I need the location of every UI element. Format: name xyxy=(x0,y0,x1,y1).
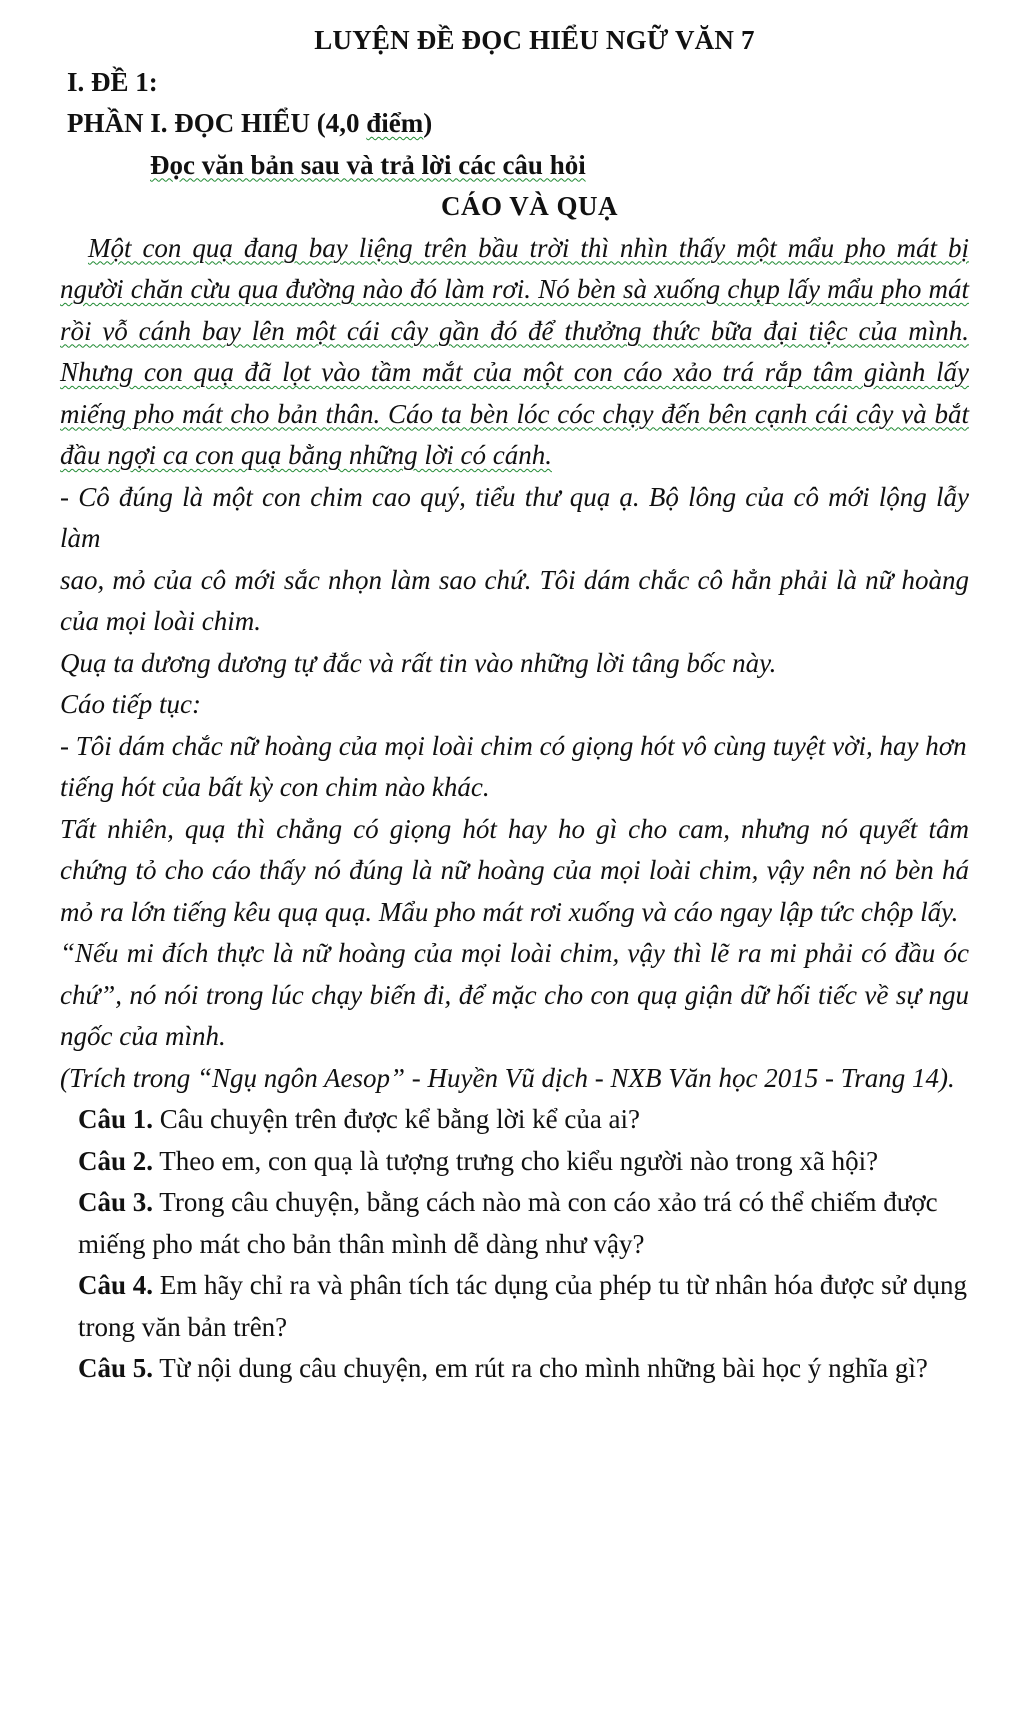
question-list xyxy=(60,1099,969,1390)
story-dialogue-8: “Nếu mi đích thực là nữ hoàng của mọi loài chim, vậy thì lẽ ra mi phải có đầu óc chứ”, nó nói trong lúc chạy biến đi, để mặc cho con quạ giận dữ hối tiếc về sự ngu ngốc của mình. xyxy=(60,938,969,1051)
question-1-text: Câu chuyện trên được kể bằng lời kể của ai? xyxy=(153,1104,641,1134)
story-title: CÁO VÀ QUẠ xyxy=(440,191,618,221)
question-4-label: Câu 4. xyxy=(78,1270,154,1300)
question-2 xyxy=(60,1141,969,1183)
story-dialogue-4: Cáo tiếp tục: xyxy=(60,689,201,719)
reading-instruction-text: Đọc văn bản sau và trả lời các câu hỏi xyxy=(150,149,586,180)
story-paragraph-1 xyxy=(60,228,969,477)
story-dialogue-1: - Cô đúng là một con chim cao quý, tiểu thư quạ ạ. Bộ lông của cô mới lộng lẫy làm xyxy=(60,481,969,553)
story-dialogue-6: tiếng hót của bất kỳ con chim nào khác. xyxy=(60,772,490,802)
story-dialogue-3: Quạ ta dương dương tự đắc và rất tin vào những lời tâng bốc này. xyxy=(60,647,777,678)
question-4 xyxy=(60,1265,969,1348)
document-title: LUYỆN ĐỀ ĐỌC HIỂU NGỮ VĂN 7 xyxy=(314,25,755,55)
story-dialogue-2: sao, mỏ của cô mới sắc nhọn làm sao chứ. Tôi dám chắc cô hẳn phải là nữ hoàng của mọi loài chim. xyxy=(60,564,969,636)
reading-instruction xyxy=(60,145,969,187)
question-1 xyxy=(60,1099,969,1141)
question-2-text: Theo em, con quạ là tượng trưng cho kiểu người nào trong xã hội? xyxy=(153,1145,879,1176)
story-dialogue-5: - Tôi dám chắc nữ hoàng của mọi loài chim có giọng hót vô cùng tuyệt vời, hay hơn xyxy=(60,730,967,761)
part-heading xyxy=(60,103,969,145)
question-2-label: Câu 2. xyxy=(78,1145,154,1176)
part-heading-prefix: PHẦN I. ĐỌC HIỂU (4,0 xyxy=(67,108,367,138)
question-1-label: Câu 1. xyxy=(78,1104,154,1134)
question-3-text: Trong câu chuyện, bằng cách nào mà con cáo xảo trá có thể chiếm được miếng pho mát cho bản thân mình dễ dàng như vậy? xyxy=(78,1187,938,1259)
question-5 xyxy=(60,1348,969,1390)
part-heading-suffix: ) xyxy=(423,108,433,138)
story-text xyxy=(60,228,969,1058)
question-5-text: Từ nội dung câu chuyện, em rút ra cho mình những bài học ý nghĩa gì? xyxy=(153,1353,928,1383)
question-5-label: Câu 5. xyxy=(78,1353,154,1383)
question-3-label: Câu 3. xyxy=(78,1187,154,1217)
part-heading-underlined: điểm xyxy=(366,108,424,138)
section-heading: I. ĐỀ 1: xyxy=(67,66,158,97)
source-citation: (Trích trong “Ngụ ngôn Aesop” - Huyền Vũ dịch - NXB Văn học 2015 - Trang 14). xyxy=(60,1062,955,1093)
story-dialogue-7: Tất nhiên, quạ thì chẳng có giọng hót hay ho gì cho cam, nhưng nó quyết tâm chứng tỏ cho cáo thấy nó đúng là nữ hoàng của mọi loài chim, vậy nên nó bèn há mỏ ra lớn tiếng kêu quạ quạ. Mẩu pho mát rơi xuống và cáo ngay lập tức chộp lấy. xyxy=(60,813,969,927)
story-paragraph-1-text: Một con quạ đang bay liệng trên bầu trời thì nhìn thấy một mẩu pho mát bị người chăn cừu qua đường nào đó làm rơi. Nó bèn sà xuống chụp lấy mẩu pho mát rồi vỗ cánh bay lên một cái cây gần đó để thưởng thức bữa đại tiệc của mình. Nhưng con quạ đã lọt vào tầm mắt của một con cáo xảo trá rắp tâm giành lấy miếng pho mát cho bản thân. Cáo ta bèn lóc cóc chạy đến bên cạnh cái cây và bắt đầu ngợi ca con quạ bằng những lời có cánh. xyxy=(60,232,969,470)
question-3 xyxy=(60,1182,969,1265)
question-4-text: Em hãy chỉ ra và phân tích tác dụng của phép tu từ nhân hóa được sử dụng trong văn bản trên? xyxy=(78,1270,967,1342)
